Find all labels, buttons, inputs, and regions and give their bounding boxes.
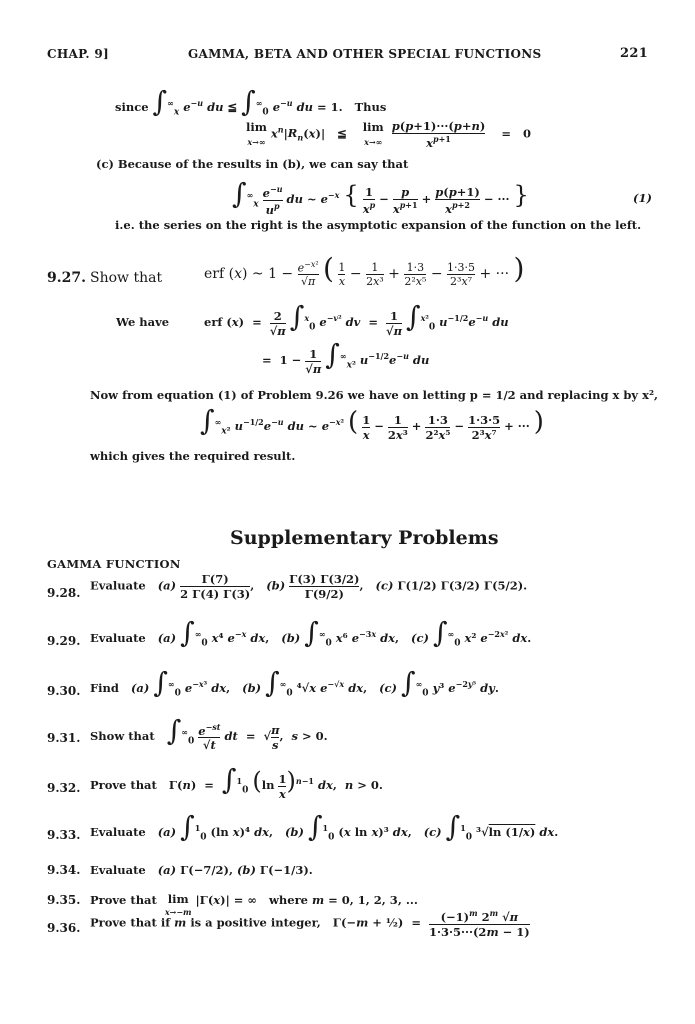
problem-9-33: Evaluate (a) ∫$^1_0$ (ln x)⁴ dx, (b) ∫$^1_0$ (x ln x)³ dx, (c) ∫$^1_0$ ³√ln (1/x) dx. [90,810,559,843]
since-word: since [115,100,149,114]
problem-number: 9.34. [47,863,81,877]
problem-number: 9.33. [47,828,81,842]
section-heading: Supplementary Problems [230,527,499,549]
problem-number: 9.35. [47,893,81,907]
problem-9-28: Evaluate (a) $\frac{\Gamma(7)}{2 \Gamma(4) \Gamma(3)}$ , (b) $\frac{\Gamma(3) \Gamma(3/2)}{\Gamma(9/2)}$ , (c) Γ(1/2) Γ(3/2) Γ(5/2). [90,572,528,601]
substituted-expansion: $\int^\infty_{x^2}$ $u^{-1/2}e^{-u}$ du ~ $e^{-x^2}$ ( $\frac{1}{x}$ − $\frac{1}{\text{2x³}}$ + $\frac{1\cdot 3}{\text{2²x⁵}}$ − $\frac{1\cdot 3\cdot 5}{\text{2³x⁷}}$ + ··· ) [200,404,544,442]
problem-number: 9.28. [47,586,81,600]
limit-line: lim x→∞ $x^n|R_n(x)|$ ≦ lim x→∞ $\frac{p(p+1)\cdot\cdot\cdot(p+n)}{x^{p+1}}$ = 0 [246,119,531,150]
subsection-heading: GAMMA FUNCTION [47,557,181,571]
we-have-label: We have [116,315,170,329]
problem-9-36: Prove that if m is a positive integer, Γ(−m + ½) = $\frac{(-1)^m 2^m √\pi}{1\cdot 3\cdot 5\cdot\cdot\cdot(2m - 1)}$ [90,908,530,939]
problem-number: 9.31. [47,731,81,745]
erf-integral-line-2: = 1 − $\frac{1}{√\pi}$ $\int^\infty_{x^2}$ $u^{-1/2}e^{-u}$ du [262,338,430,376]
problem-9-32: Prove that Γ(n) = ∫$^1_0$ (ln $\frac{1}{x}$ )$^{n-1}$ dx, n > 0. [90,763,383,801]
problem-number: 9.32. [47,781,81,795]
problem-number-9-27: 9.27. [47,270,86,286]
problem-9-29: Evaluate (a) $\int^\infty_0$ x⁴ $e^{-x}$ dx, (b) $\int^\infty_0$ x⁶ $e^{-3x}$ dx, (c) $\int^\infty_0$ x² $e^{-2x^2}$ dx. [90,616,532,649]
integral-symbol: ∫ [241,85,256,118]
erf-integral-line-1: erf (x) = $\frac{2}{√\pi}$ ∫$^x_0$ $e^{-v^2}$ dv = $\frac{1}{√\pi}$ ∫$^{x^2}_0$ $u^{-1/2}e^{-u}$ du [204,300,509,338]
part-c-text: (c) Because of the results in (b), we can say that [96,157,409,171]
running-chapter: CHAP. 9] [47,47,110,61]
erf-asymptotic-formula: erf (x) ~ 1 − $\frac{e^{-x^2}}{√\pi}$ ( $\frac{1}{x}$ − $\frac{1}{\text{2x³}}$ + $\frac{1\cdot 3}{\text{2²x⁵}}$ − $\frac{1\cdot 3\cdot 5}{\text{2³x⁷}}$ + ··· ) [204,252,525,289]
integral-symbol: ∫ [152,85,168,118]
conclusion-text: i.e. the series on the right is the asymptotic expansion of the function on the left. [115,218,642,232]
running-title: GAMMA, BETA AND OTHER SPECIAL FUNCTIONS [188,47,542,61]
since-line: since $\int^\infty_x$ $e^{-u}$ du ≦ $\int^\infty_0$ $e^{-u}$ du = 1. Thus [115,85,387,118]
which-gives-text: which gives the required result. [90,449,296,463]
problem-9-35: Prove that lim x→−m |Γ(x)| = ∞ where m = 0, 1, 2, 3, ... [90,892,418,917]
asymptotic-formula: $\int^\infty_x$ $\frac{e^{-u}}{u^p}$ du ~ $e^{-x}$ { $\frac{1}{x^p}$ − $\frac{p}{x^{p+1}}$ + $\frac{p(p+1)}{x^{p+2}}$ − ··· } [232,177,529,217]
problem-number: 9.36. [47,921,81,935]
equation-number: (1) [633,191,652,205]
problem-9-31: Show that $\int^\infty_0$ $\frac{e^{-st}}{√t}$ dt = √ $\frac{\pi}{s}$ , s > 0. [90,714,328,753]
problem-statement-9-27: Show that [90,270,163,286]
page-number: 221 [620,46,649,61]
problem-9-34: Evaluate (a) Γ(−7/2), (b) Γ(−1/3). [90,863,313,877]
problem-number: 9.30. [47,684,81,698]
problem-9-30: Find (a) $\int^\infty_0$ $e^{-x^3}$ dx, (b) $\int^\infty_0$ ⁴√x $e^{-√x}$ dx, (c) $\int^\infty_0$ y³ $e^{-2y^5}$ dy. [90,666,499,699]
problem-number: 9.29. [47,634,81,648]
now-from-text: Now from equation (1) of Problem 9.26 we have on letting p = 1/2 and replacing x by x², [90,388,659,402]
